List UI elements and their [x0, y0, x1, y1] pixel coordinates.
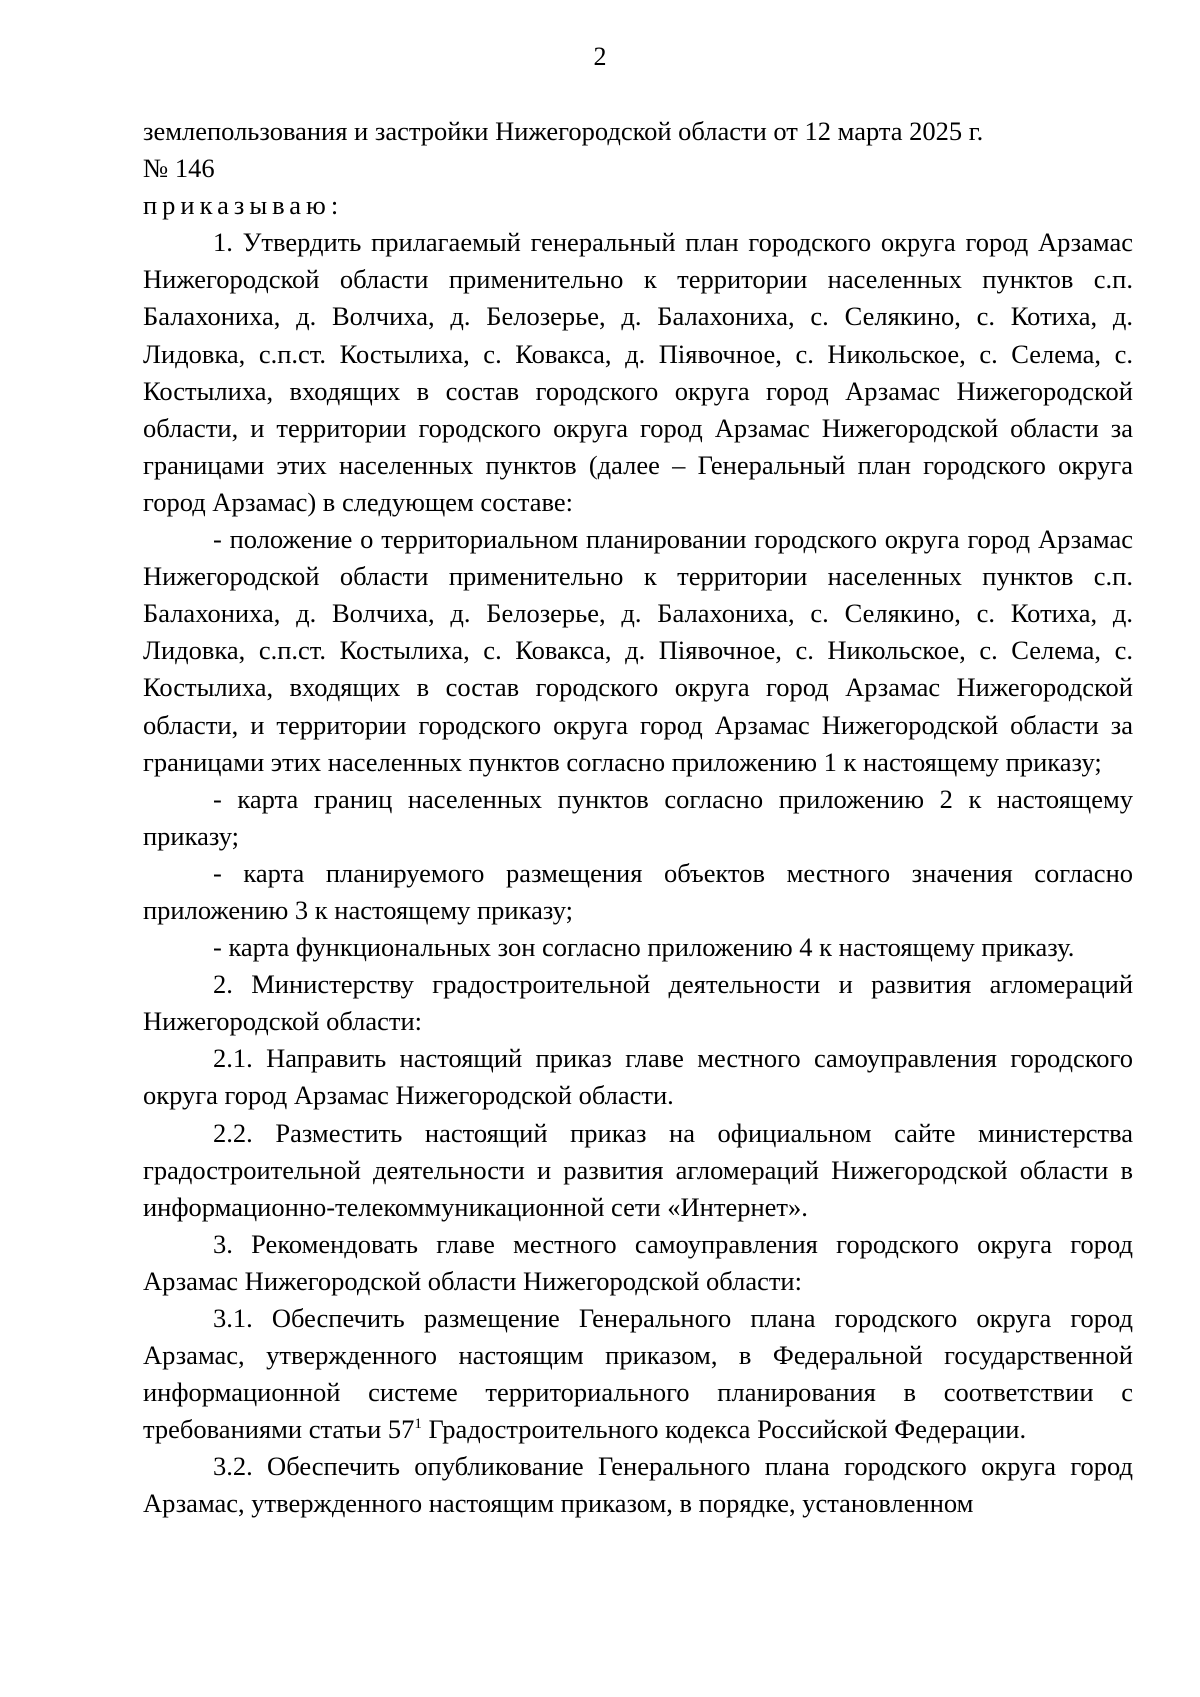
clause-1-bullet-4: - карта функциональных зон согласно приложению 4 к настоящему приказу. — [213, 932, 1075, 963]
clause-2-1: 2.1. Направить настоящий приказ главе местного самоуправления городского округа город Арзамас Нижегородской области. — [143, 1043, 1133, 1111]
clause-3: 3. Рекомендовать главе местного самоуправления городского округа город Арзамас Нижегородской области Нижегородской области: — [143, 1228, 1133, 1296]
clause-1: 1. Утвердить прилагаемый генеральный план городского округа город Арзамас Нижегородской области применительно к территории населенных пунктов с.п. Балахониха, д. Волчиха, д. Белозерье, д. Балахониха, с. Селякино, с. Котиха, д. Лидовка, с.п.ст. Костылиха, с. Ковакса, д. Піявочное, с. Никольское, с. Селема, с. Костылиха, входящих в состав городского округа город Арзамас Нижегородской области, и территории городского округа город Арзамас Нижегородской области за границами этих населенных пунктов (далее – Генеральный план городского округа город Арзамас) в следующем составе: — [143, 227, 1133, 517]
clause-1-bullet-2: - карта границ населенных пунктов согласно приложению 2 к настоящему приказу; — [143, 783, 1133, 851]
clause-3-1-text: 3.1. Обеспечить размещение Генерального плана городского округа город Арзамас, утвержденного настоящим приказом, в Федеральной государственной информационной системе территориального планирования в соответствии с требованиями статьи 57 — [143, 1303, 1133, 1445]
clause-3-1-text-end: Градостроительного кодекса Российской Федерации. — [421, 1414, 1027, 1445]
paragraph-continuation-line-2: № 146 — [143, 153, 215, 184]
paragraph-continuation — [143, 113, 1133, 187]
clause-1-bullet-3: - карта планируемого размещения объектов местного значения согласно приложению 3 к настоящему приказу; — [143, 857, 1133, 925]
clause-2: 2. Министерству градостроительной деятельности и развития агломераций Нижегородской области: — [143, 969, 1133, 1037]
document-body — [143, 113, 1133, 1523]
order-word: приказываю: — [143, 190, 344, 221]
clause-3-1 — [143, 1300, 1133, 1448]
clause-3-2: 3.2. Обеспечить опубликование Генерального плана городского округа город Арзамас, утвержденного настоящим приказом, в порядке, установленном — [143, 1451, 1133, 1519]
clause-1-bullet-1: - положение о территориальном планировании городского округа город Арзамас Нижегородской области применительно к территории населенных пунктов с.п. Балахониха, д. Волчиха, д. Белозерье, д. Балахониха, с. Селякино, с. Котиха, д. Лидовка, с.п.ст. Костылиха, с. Ковакса, д. Піявочное, с. Никольское, с. Селема, с. Костылиха, входящих в состав городского округа город Арзамас Нижегородской области, и территории городского округа город Арзамас Нижегородской области за границами этих населенных пунктов согласно приложению 1 к настоящему приказу; — [143, 524, 1133, 777]
clause-2-2: 2.2. Разместить настоящий приказ на официальном сайте министерства градостроительной деятельности и развития агломераций Нижегородской области в информационно-телекоммуникационной сети «Интернет». — [143, 1117, 1133, 1222]
paragraph-continuation-line-1: землепользования и застройки Нижегородской области от 12 марта 2025 г. — [143, 116, 984, 146]
page-number: 2 — [593, 42, 607, 71]
clause-3-1-superscript: 1 — [414, 1416, 422, 1433]
